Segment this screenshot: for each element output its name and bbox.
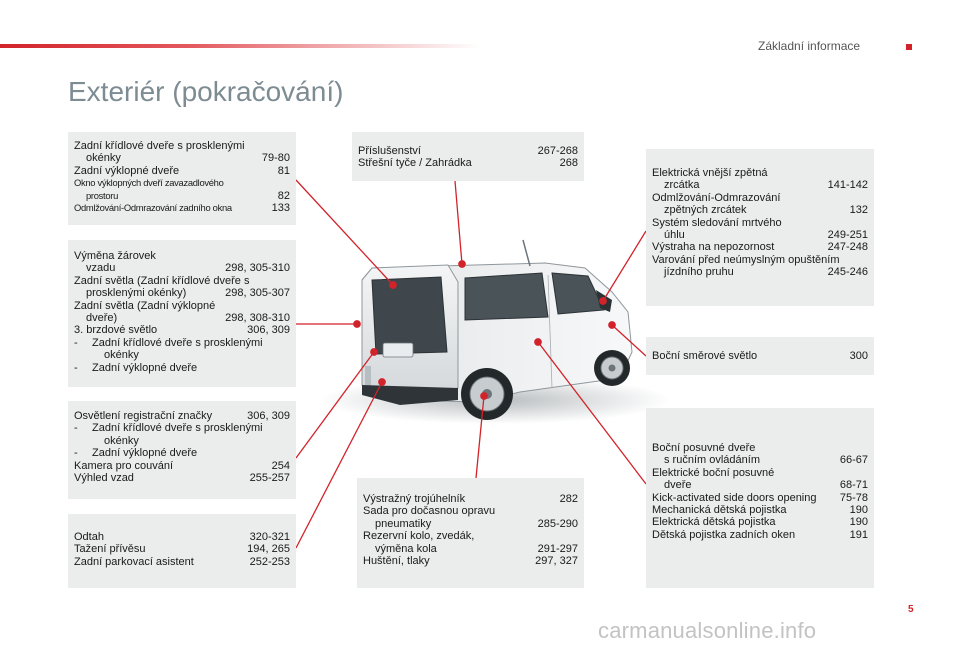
bullet-text-cont: okénky [104,349,139,362]
entry-mirror-demist [652,192,868,217]
entry-page-link[interactable]: 268 [559,157,578,170]
entry-label: Boční směrové světlo [652,350,758,362]
page-number: 5 [908,604,914,615]
entry-label: Elektrická dětská pojistka [652,516,776,529]
entry-page-link[interactable]: 245-246 [827,266,868,279]
entry-rear-window-demist [74,202,290,214]
entry-label: Sada pro dočasnou opravu [363,505,496,518]
entry-rear-lamps-tailgate [74,300,290,325]
bulbs-panel [68,240,296,387]
entry-label-cont: jízdního pruhu [664,266,734,279]
entry-label: Tažení přívěsu [74,543,146,556]
bullet-text: Zadní výklopné dveře [92,447,198,460]
entry-page-link[interactable]: 79-80 [261,152,290,165]
entry-reverse-camera [74,460,290,472]
entry-page-link[interactable]: 254 [271,459,290,472]
entry-label: Mechanická dětská pojistka [652,504,787,517]
entry-attention-alert [652,241,868,253]
entry-label: Kick-activated side doors opening [652,491,817,504]
bullet-text-line: Zadní křídlové dveře s prosklenými [92,336,263,349]
entry-label: Varování před neúmyslným opuštěním [652,253,840,266]
bullet-text [92,337,263,362]
entry-label-cont: dveře [664,479,692,492]
entry-label-cont: prosklenými okénky) [86,287,187,300]
towing-panel [68,514,296,588]
entry-page-link[interactable]: 249-251 [827,229,868,242]
entry-page-link[interactable]: 306, 309 [247,410,290,422]
entry-mechanical-child-lock [652,504,868,516]
bullet-item [74,422,290,447]
entry-bulb-replacement [74,250,290,275]
entry-label-cont: zpětných zrcátek [664,204,747,217]
entry-page-link[interactable]: 255-257 [249,472,290,485]
van-body [320,240,670,424]
entry-page-link[interactable]: 306, 309 [247,324,290,337]
entry-label: Dětská pojistka zadních oken [652,528,796,541]
entry-label: Kamera pro couvání [74,459,174,472]
entry-warning-triangle [363,493,578,505]
entry-page-link[interactable]: 247-248 [827,241,868,254]
entry-rear-lamps-doors [74,275,290,300]
entry-accessories [358,145,578,157]
entry-parking-assist [74,556,290,568]
entry-label: Výstraha na nepozornost [652,241,775,254]
mirrors-panel [646,149,874,306]
entry-page-link[interactable]: 320-321 [249,531,290,543]
entry-label: Zadní parkovací asistent [74,555,194,568]
entry-tyre-pressure [363,555,578,567]
entry-label: Rezervní kolo, zvedák, [363,530,475,543]
entry-label: Elektrická vnější zpětná [652,167,768,179]
entry-rear-window-lock [652,529,868,541]
entry-label: Výstražný trojúhelník [363,493,466,505]
entry-page-link[interactable]: 68-71 [839,479,868,492]
entry-label-cont: okénky [86,152,121,165]
entry-label: Odmlžování-Odmrazování [652,191,781,204]
entry-rear-view [74,472,290,484]
bullet-item [74,447,290,459]
entry-side-indicator [652,350,868,362]
entry-label: Zadní světla (Zadní výklopné [74,299,216,312]
bullet-item [74,362,290,374]
entry-page-link[interactable]: 141-142 [827,179,868,192]
entry-label-cont: pneumatiky [375,517,432,530]
entry-label: Zadní světla (Zadní křídlové dveře s [74,274,250,287]
entry-page-link[interactable]: 82 [277,189,290,202]
entry-page-link[interactable]: 190 [849,504,868,517]
entry-page-link[interactable]: 132 [849,204,868,217]
entry-page-link[interactable]: 267-268 [537,145,578,157]
entry-label: Příslušenství [358,145,421,157]
entry-label: 3. brzdové světlo [74,324,158,337]
bullet-text-cont: okénky [104,434,139,447]
accessories-panel [352,132,584,181]
entry-label: Huštění, tlaky [363,555,430,568]
bullet-dash: - [74,336,78,349]
entry-label: Systém sledování mrtvého [652,216,782,229]
entry-page-link[interactable]: 298, 308-310 [225,312,290,325]
entry-towing [74,531,290,543]
entry-roof-bars [358,157,578,169]
entry-page-link[interactable]: 298, 305-307 [225,287,290,300]
bullet-dash: - [74,422,78,435]
entry-page-link[interactable]: 194, 265 [247,543,290,556]
entry-page-link[interactable]: 133 [271,202,290,215]
entry-lane-departure [652,254,868,279]
entry-page-link[interactable]: 285-290 [537,517,578,530]
entry-label-cont: úhlu [664,229,685,242]
entry-label: Elektrické boční posuvné [652,466,775,479]
sliding-doors-panel [646,408,874,588]
page-title: Exteriér (pokračování) [68,76,344,107]
entry-label: Výměna žárovek [74,250,156,262]
entry-tailgate [74,165,290,177]
tail-doors-panel [68,132,296,225]
entry-electric-child-lock [652,516,868,528]
entry-page-link[interactable]: 298, 305-310 [225,262,290,275]
entry-repair-kit [363,505,578,530]
entry-page-link[interactable]: 66-67 [839,454,868,467]
entry-page-link[interactable]: 191 [849,528,868,541]
entry-tailgate-window [74,177,290,202]
bullet-item [74,337,290,362]
entry-label-cont: vzadu [86,262,116,275]
entry-page-link[interactable]: 81 [277,164,290,177]
entry-electric-sliding-door [652,467,868,492]
entry-label: Zadní výklopné dveře [74,164,180,177]
entry-manual-sliding-door [652,442,868,467]
entry-spare-wheel [363,530,578,555]
entry-tail-doors-glazed [74,140,290,165]
section-title: Základní informace [758,39,861,53]
entry-page-link[interactable]: 297, 327 [535,555,578,568]
entry-label: Výhled vzad [74,472,134,485]
entry-label: Zadní křídlové dveře s prosklenými [74,140,245,152]
entry-label-cont: prostoru [86,189,118,201]
entry-label: Střešní tyče / Zahrádka [358,157,472,170]
entry-electric-mirrors [652,167,868,192]
watermark: carmanualsonline.info [598,618,817,643]
entry-blind-spot [652,217,868,242]
entry-label-cont: s ručním ovládáním [664,454,760,467]
entry-trailer [74,543,290,555]
bullet-text-line: Zadní křídlové dveře s prosklenými [92,422,263,435]
entry-kick-sensor [652,492,868,504]
entry-label-cont: výměna kola [375,542,437,555]
entry-brake-light [74,324,290,336]
entry-label: Boční posuvné dveře [652,442,756,454]
bullet-dash: - [74,361,78,374]
warning-tyres-panel [357,478,584,588]
entry-label-cont: dveře) [86,312,118,325]
bullet-dash: - [74,447,78,460]
entry-page-link[interactable]: 300 [849,350,868,362]
entry-label-cont: zrcátka [664,179,700,192]
entry-page-link[interactable]: 252-253 [249,555,290,568]
entry-page-link[interactable]: 75-78 [839,491,868,504]
bullet-text [92,422,263,447]
entry-page-link[interactable]: 190 [849,516,868,529]
entry-label: Osvětlení registrační značky [74,410,213,422]
bullet-text: Zadní výklopné dveře [92,361,198,374]
side-indicator-panel [646,337,874,375]
entry-label: Okno výklopných dveří zavazadlového [74,177,224,189]
plate-panel [68,401,296,499]
entry-page-link[interactable]: 291-297 [537,542,578,555]
entry-page-link[interactable]: 282 [559,493,578,505]
entry-plate-light [74,410,290,422]
entry-label: Odmlžování-Odmrazování zadního okna [74,202,232,214]
entry-label: Odtah [74,531,104,543]
